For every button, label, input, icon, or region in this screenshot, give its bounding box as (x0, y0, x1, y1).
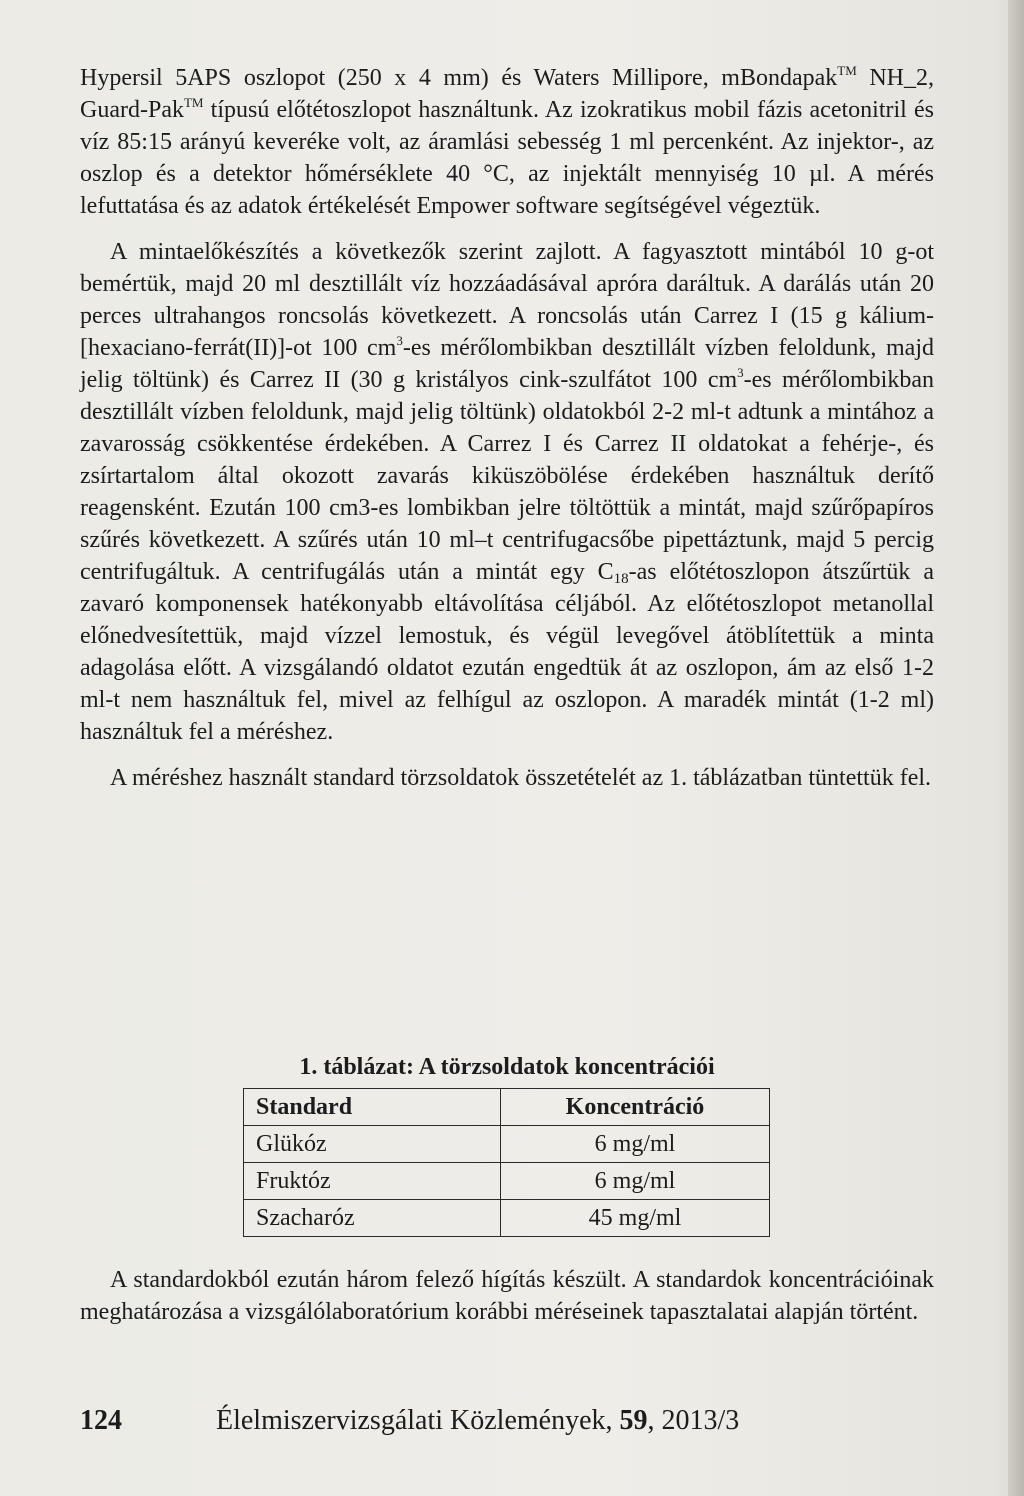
cell-standard: Szacharóz (244, 1200, 501, 1237)
trademark-mark-2: TM (183, 95, 204, 110)
paragraph-3 (80, 762, 934, 794)
cell-concentration: 6 mg/ml (501, 1163, 770, 1200)
header-concentration: Koncentráció (501, 1089, 770, 1126)
trademark-mark-1: TM (837, 63, 857, 78)
para1-part-a: Hypersil 5APS oszlopot (250 x 4 mm) és Waters Millipore, mBondapak (80, 65, 838, 91)
superscript-3-a: 3 (396, 333, 403, 348)
post-table-text (80, 1264, 934, 1328)
para3-text: A méréshez használt standard törzsoldatok összetételét az 1. táblázatban tüntettük fel. (110, 765, 932, 791)
paragraph-1 (80, 62, 934, 222)
para2-part-a: A mintaelőkészítés a következők szerint zajlott. A fagyasztott mintából 10 g-ot bemértük, majd 20 ml desztillált víz hozzáadásával apróra daráltuk. A darálás után 20 perces ultrahangos roncsolás következett. A roncsolás után Carrez I (15 g kálium-[hexaciano-ferrát(II)]-ot 100 cm (80, 239, 934, 361)
para2-part-b: -es mérőlombikban desztillált vízben feloldunk, majd jelig töltünk) és Carrez II (30 g kristályos cink-szulfátot 100 cm (80, 335, 935, 393)
para1-part-b: NH_2, Guard-Pak (80, 65, 934, 123)
para2-part-d: -as előtétoszlopon átszűrtük a zavaró komponensek hatékonyabb eltávolítása céljából. Az előtétoszlopot metanollal előnedvesítettük, majd vízzel lemostuk, és végül levegővel átöblítettük a minta adagolása előtt. A vizsgálandó oldatot ezután engedtük át az oszlopon, ám az első 1-2 ml-t nem használtuk fel, mivel az felhígul az oszlopon. A maradék mintát (1-2 ml) használtuk fel a méréshez. (80, 559, 934, 745)
cell-concentration: 45 mg/ml (501, 1200, 770, 1237)
table-row (244, 1163, 770, 1200)
cell-standard: Fruktóz (244, 1163, 501, 1200)
para2-part-c: -es mérőlombikban desztillált vízben feloldunk, majd jelig töltünk) oldatokból 2-2 ml-t adtunk a mintához a zavarosság csökkentése érdekében. A Carrez I és Carrez II oldatokat a fehérje-, és zsírtartalom által okozott zavarás kiküszöbölése érdekében használtuk derítő reagensként. Ezután 100 cm3-es lombikban jelre töltöttük a mintát, majd szűrőpapíros szűrés következett. A szűrés után 10 ml–t centrifugacsőbe pipettáztunk, majd 5 percig centrifugáltuk. A centrifugálás után a mintát egy C (80, 367, 935, 585)
subscript-18: 18 (613, 571, 629, 587)
header-standard: Standard (244, 1089, 501, 1126)
table-header-row (244, 1089, 770, 1126)
concentration-table (243, 1088, 770, 1237)
paragraph-2 (80, 236, 934, 748)
cell-concentration: 6 mg/ml (501, 1126, 770, 1163)
journal-reference (216, 1403, 739, 1439)
page-number: 124 (80, 1405, 122, 1436)
table-caption: 1. táblázat: A törzsoldatok koncentrációi (299, 1054, 715, 1080)
cell-standard: Glükóz (244, 1126, 501, 1163)
para1-part-c: típusú előtétoszlopot használtunk. Az izokratikus mobil fázis acetonitril és víz 85:15 arányú keveréke volt, az áramlási sebesség 1 ml percenként. Az injektor-, az oszlop és a detektor hőmérséklete 40 °C, az injektált mennyiség 10 µl. A mérés lefuttatása és az adatok értékelését Empower software segítségével végeztük. (80, 97, 934, 219)
journal-name: Élelmiszervizsgálati Közlemények, (216, 1405, 620, 1436)
journal-issue: , 2013/3 (647, 1405, 740, 1436)
table-row (244, 1126, 770, 1163)
page-edge (1008, 0, 1024, 1496)
journal-volume: 59 (619, 1405, 648, 1436)
body-text (80, 62, 934, 808)
table-row (244, 1200, 770, 1237)
paragraph-4: A standardokból ezután három felező hígítás készült. A standardok koncentrációinak meghatározása a vizsgálólaboratórium korábbi méréseinek tapasztalatai alapján történt. (80, 1267, 934, 1325)
superscript-3-b: 3 (737, 365, 744, 380)
